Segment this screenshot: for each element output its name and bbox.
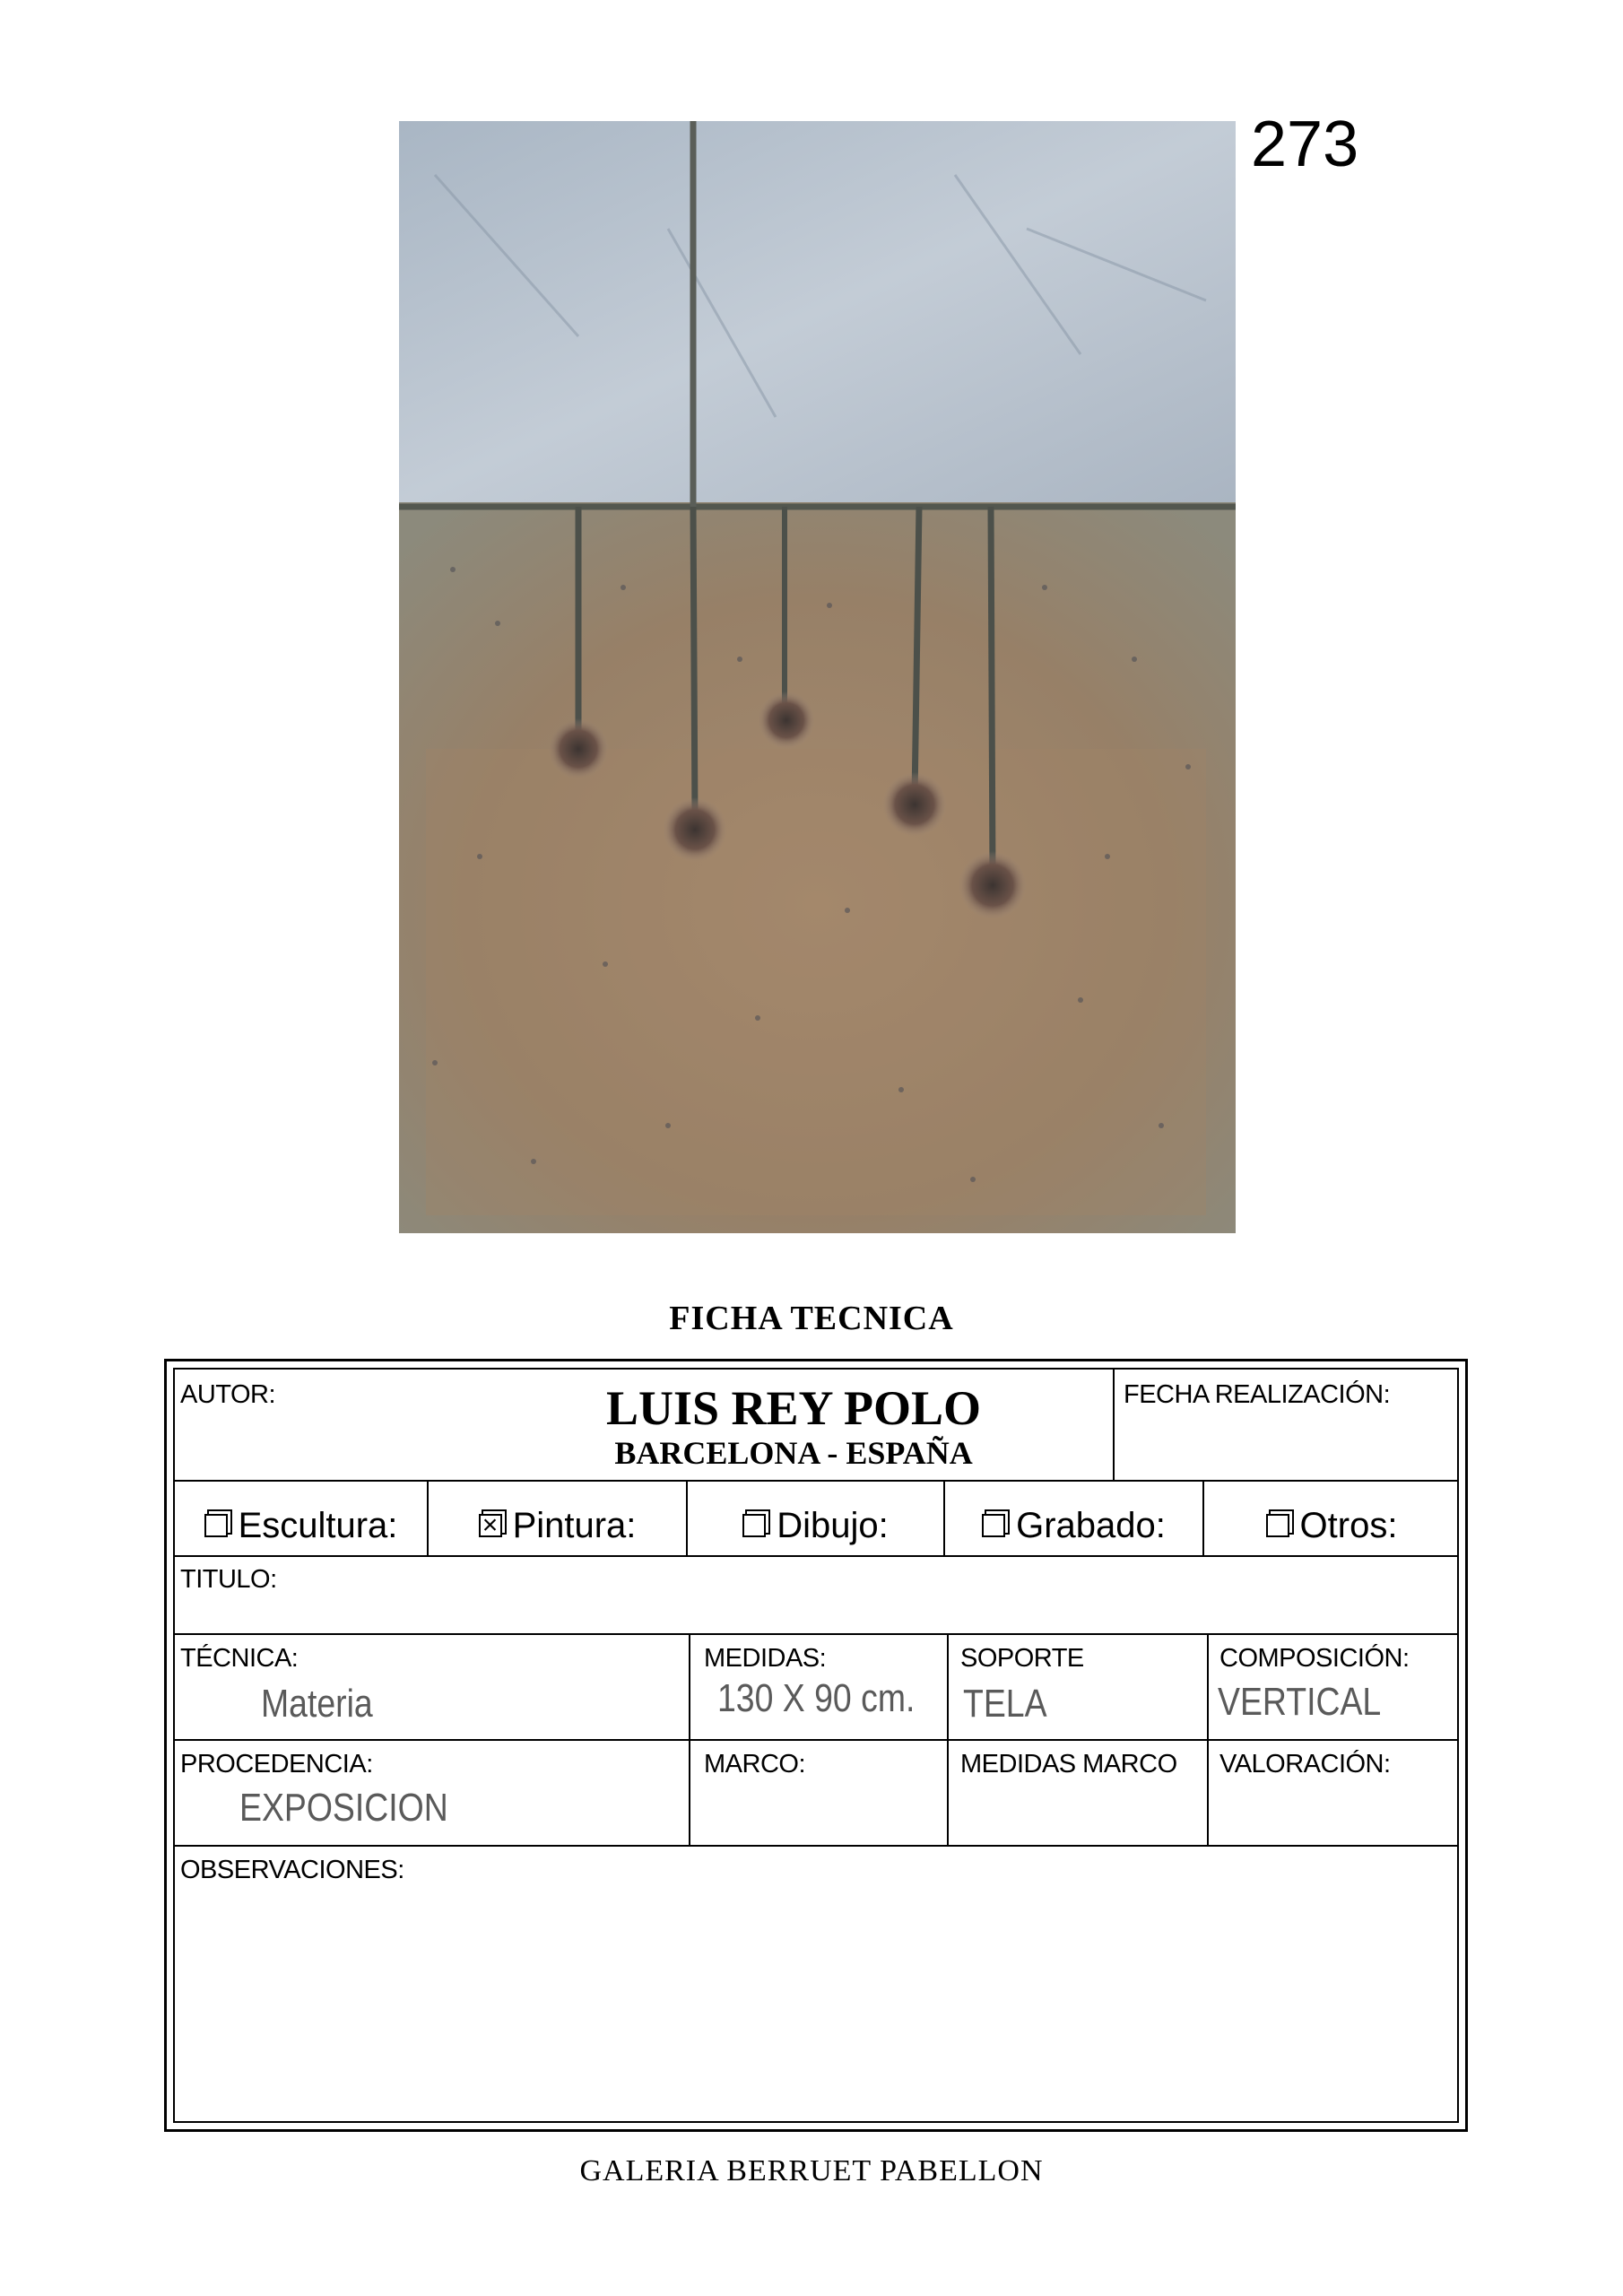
soporte-label: SOPORTE [960, 1644, 1084, 1673]
category-escultura[interactable] [175, 1488, 427, 1563]
tecnica-value: Materia [261, 1682, 373, 1726]
divider [1207, 1633, 1209, 1845]
category-grabado[interactable] [945, 1488, 1202, 1563]
divider [175, 1845, 1457, 1847]
checkbox-icon[interactable] [204, 1514, 228, 1537]
sheet-number: 273 [1251, 109, 1359, 180]
author-name: LUIS REY POLO [605, 1381, 982, 1435]
medidas-label: MEDIDAS: [704, 1644, 827, 1673]
gallery-footer: GALERIA BERRUET PABELLON [579, 2154, 1044, 2187]
page-heading: FICHA TECNICA [669, 1300, 954, 1337]
medidas-value: 130 X 90 cm. [717, 1676, 916, 1720]
checkbox-icon[interactable] [1266, 1514, 1289, 1537]
technical-card [164, 1359, 1468, 2132]
checkbox-icon[interactable] [742, 1514, 766, 1537]
autor-label: AUTOR: [180, 1380, 276, 1409]
category-label: Escultura: [238, 1505, 398, 1545]
divider [175, 1739, 1457, 1741]
category-dibujo[interactable] [688, 1488, 943, 1563]
checkbox-icon[interactable] [982, 1514, 1005, 1537]
tecnica-label: TÉCNICA: [180, 1644, 299, 1673]
category-label: Dibujo: [777, 1505, 889, 1545]
valoracion-label: VALORACIÓN: [1219, 1750, 1391, 1779]
composicion-value: VERTICAL [1218, 1680, 1382, 1724]
category-label: Otros: [1299, 1505, 1398, 1545]
checked-checkbox-icon[interactable] [479, 1514, 502, 1537]
category-otros[interactable] [1204, 1488, 1459, 1563]
divider [175, 1633, 1457, 1635]
marco-label: MARCO: [704, 1750, 805, 1779]
category-pintura[interactable] [429, 1488, 686, 1563]
observaciones-label: OBSERVACIONES: [180, 1856, 404, 1884]
category-label: Grabado: [1016, 1505, 1166, 1545]
composicion-label: COMPOSICIÓN: [1219, 1644, 1410, 1673]
category-label: Pintura: [512, 1505, 637, 1545]
card-inner-frame [173, 1368, 1459, 2123]
fecha-realizacion-label: FECHA REALIZACIÓN: [1124, 1380, 1391, 1409]
artwork-photo [399, 121, 1236, 1233]
titulo-label: TITULO: [180, 1565, 277, 1594]
procedencia-label: PROCEDENCIA: [180, 1750, 373, 1779]
divider [175, 1480, 1457, 1482]
divider [689, 1633, 690, 1845]
soporte-value: TELA [963, 1682, 1047, 1726]
author-origin: BARCELONA - ESPAÑA [614, 1435, 973, 1471]
medidas-marco-label: MEDIDAS MARCO [960, 1750, 1177, 1779]
divider [947, 1633, 949, 1845]
procedencia-value: EXPOSICION [239, 1786, 448, 1830]
